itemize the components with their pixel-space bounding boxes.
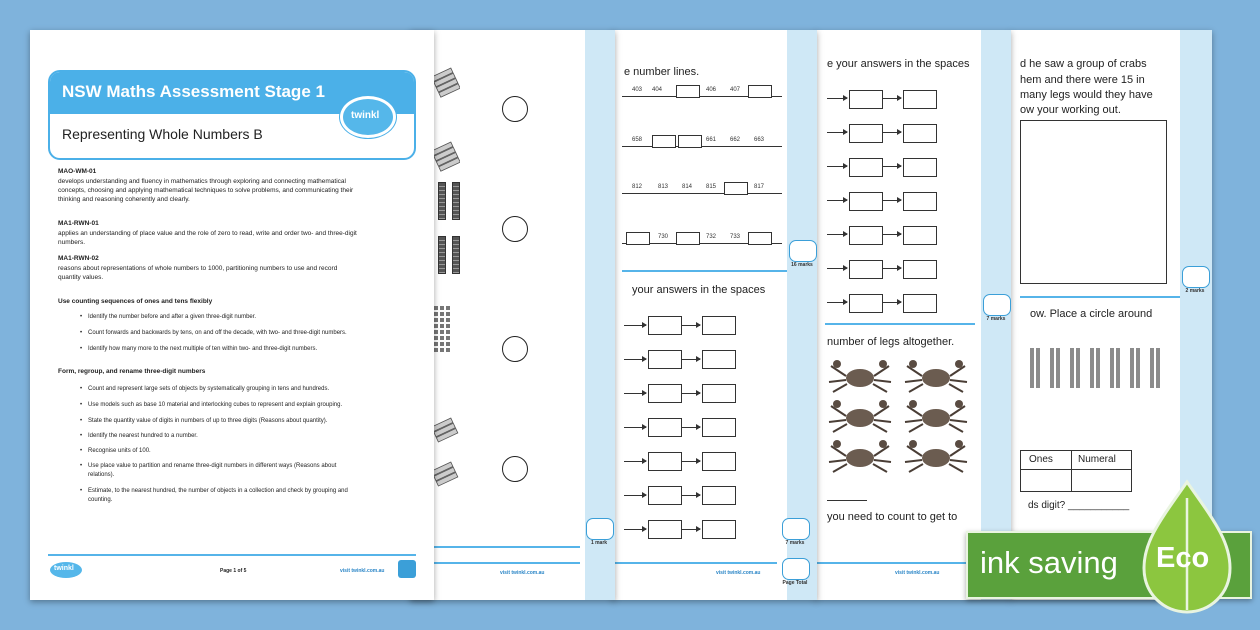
section-heading: Use counting sequences of ones and tens flexibly: [58, 298, 213, 305]
number-line-answer-box[interactable]: [678, 135, 702, 148]
question-text-line: many legs would they have: [1020, 89, 1153, 101]
number-line-value: 817: [754, 184, 765, 190]
sequence-arrow: [827, 166, 847, 167]
marks-label: 2 marks: [1185, 288, 1205, 294]
answer-circle[interactable]: [502, 456, 528, 482]
outcome-code: MA1-RWN-01: [58, 220, 99, 227]
footer-divider: [410, 562, 580, 564]
base-ten-rod: [438, 236, 446, 274]
bullet-item: • Count forwards and backwards by tens, on and off the decade, with two- and three-digit numbers.: [88, 330, 347, 336]
number-line-answer-box[interactable]: [676, 232, 700, 245]
answer-box[interactable]: [702, 520, 736, 539]
number-line-value: 661: [706, 137, 717, 143]
sequence-arrow: [682, 427, 700, 428]
sequence-arrow: [682, 461, 700, 462]
answer-box[interactable]: [849, 294, 883, 313]
number-line-answer-box[interactable]: [748, 232, 772, 245]
footer-divider: [612, 562, 777, 564]
number-line-answer-box[interactable]: [676, 85, 700, 98]
footer-divider: [815, 562, 981, 564]
worksheet-page-3: [612, 30, 817, 600]
marks-box[interactable]: [983, 294, 1011, 316]
answer-box[interactable]: [849, 90, 883, 109]
eco-label: Eco: [1156, 542, 1210, 574]
answer-box[interactable]: [648, 350, 682, 369]
sequence-arrow: [682, 325, 700, 326]
sequence-arrow: [682, 359, 700, 360]
page-number: Page 1 of 5: [220, 568, 247, 574]
bullet-item: • Identify the nearest hundred to a number.: [88, 433, 198, 439]
number-line-answer-box[interactable]: [724, 182, 748, 195]
sequence-arrow: [827, 268, 847, 269]
number-line-value: 662: [730, 137, 741, 143]
marks-sidebar: [787, 30, 817, 600]
place-value-table: [1020, 450, 1132, 492]
marks-box[interactable]: [586, 518, 614, 540]
answer-box[interactable]: [849, 260, 883, 279]
sequence-arrow: [624, 461, 646, 462]
footer-url[interactable]: visit twinkl.com.au: [895, 570, 940, 576]
answer-box[interactable]: [903, 260, 937, 279]
bullet-item-continued: relations).: [88, 472, 115, 478]
answer-box[interactable]: [849, 124, 883, 143]
section-divider: [622, 270, 787, 272]
marks-label: 7 marks: [785, 540, 805, 546]
sequence-arrow: [883, 200, 901, 201]
sequence-arrow: [624, 359, 646, 360]
bullet-item-continued: counting.: [88, 497, 113, 503]
number-line-value: 406: [706, 87, 717, 93]
answer-circle[interactable]: [502, 216, 528, 242]
number-line-value: 732: [706, 234, 717, 240]
worksheet-page-2: [410, 30, 615, 600]
question-text: your answers in the spaces: [632, 284, 766, 296]
number-line-answer-box[interactable]: [652, 135, 676, 148]
page-total-box[interactable]: [782, 558, 810, 580]
sequence-arrow: [883, 268, 901, 269]
sequence-arrow: [827, 98, 847, 99]
bullet-item: • Estimate, to the nearest hundred, the number of objects in a collection and check by grouping and: [88, 488, 348, 494]
sequence-arrow: [624, 393, 646, 394]
bullet-item: • Count and represent large sets of objects by systematically grouping in tens and hundreds.: [88, 386, 329, 392]
base-ten-rod: [452, 182, 460, 220]
footer-divider: [410, 546, 580, 548]
answer-box[interactable]: [702, 316, 736, 335]
sequence-arrow: [624, 495, 646, 496]
worksheet-page-4: [815, 30, 1011, 600]
answer-box[interactable]: [849, 192, 883, 211]
page-subtitle: Representing Whole Numbers B: [62, 126, 263, 142]
answer-box[interactable]: [702, 418, 736, 437]
outcome-text: reasons about representations of whole numbers to 1000, partitioning numbers to use and record: [58, 265, 338, 272]
sequence-arrow: [827, 234, 847, 235]
question-text-line: d he saw a group of crabs: [1020, 58, 1147, 70]
sequence-arrow: [883, 234, 901, 235]
base-ten-bundle: [432, 140, 460, 174]
unit-cubes: [434, 306, 452, 354]
question-text-line: hem and there were 15 in: [1020, 74, 1145, 86]
bullet-item: • Use models such as base 10 material and interlocking cubes to represent and explain grouping.: [88, 402, 342, 408]
question-text-line: ow your working out.: [1020, 104, 1121, 116]
footer-twinkl-logo: twinkl: [50, 562, 82, 578]
answer-box[interactable]: [849, 158, 883, 177]
number-line: [622, 193, 782, 194]
sequence-arrow: [883, 132, 901, 133]
sequence-arrow: [624, 325, 646, 326]
bullet-item: • Recognise units of 100.: [88, 448, 151, 454]
answer-circle[interactable]: [502, 96, 528, 122]
crab-image: [827, 400, 893, 434]
marks-box[interactable]: [1182, 266, 1210, 288]
sequence-arrow: [883, 166, 901, 167]
outcome-code: MAO-WM-01: [58, 168, 97, 175]
base-ten-rod: [452, 236, 460, 274]
question-text: e number lines.: [624, 66, 700, 78]
answer-box[interactable]: [903, 226, 937, 245]
twinkl-badge-icon: [398, 560, 416, 578]
answer-box[interactable]: [648, 452, 682, 471]
sequence-arrow: [682, 495, 700, 496]
answer-box[interactable]: [903, 192, 937, 211]
answer-box[interactable]: [702, 452, 736, 471]
bullet-item: • Use place value to partition and rename three-digit numbers in different ways (Reasons about: [88, 463, 336, 469]
number-line-value: 658: [632, 137, 643, 143]
outcome-code: MA1-RWN-02: [58, 255, 99, 262]
answer-box[interactable]: [903, 90, 937, 109]
twinkl-logo: twinkl: [340, 96, 396, 138]
crab-image: [903, 400, 969, 434]
number-line-answer-box[interactable]: [748, 85, 772, 98]
outcome-text: thinking and reasoning coherently and clearly.: [58, 196, 190, 203]
base-ten-bundle: [432, 416, 460, 450]
sequence-arrow: [682, 529, 700, 530]
footer-url[interactable]: visit twinkl.com.au: [340, 568, 385, 574]
table-header-ones: Ones: [1029, 454, 1053, 465]
number-line-value: 407: [730, 87, 741, 93]
base-ten-rod: [438, 182, 446, 220]
answer-box[interactable]: [903, 294, 937, 313]
base-ten-bundle: [432, 66, 460, 100]
section-heading: Form, regroup, and rename three-digit numbers: [58, 368, 206, 375]
sequence-arrow: [682, 393, 700, 394]
number-line-value: 404: [652, 87, 663, 93]
sequence-arrow: [883, 302, 901, 303]
page-total-label: Page Total: [782, 580, 808, 586]
answer-box[interactable]: [648, 418, 682, 437]
crab-image: [827, 440, 893, 474]
ink-saving-label: ink saving: [980, 545, 1118, 580]
question-text: ds digit? ___________: [1028, 500, 1130, 511]
footer-url[interactable]: visit twinkl.com.au: [716, 570, 761, 576]
answer-box[interactable]: [648, 520, 682, 539]
answer-box[interactable]: [849, 226, 883, 245]
number-line-value: 663: [754, 137, 765, 143]
bullet-item: • State the quantity value of digits in numbers of up to three digits (Reasons about quantity).: [88, 418, 327, 424]
section-divider: [825, 323, 975, 325]
crab-image: [827, 360, 893, 394]
sequence-arrow: [624, 427, 646, 428]
outcome-text: develops understanding and fluency in mathematics through exploring and connecting mathematical: [58, 178, 346, 185]
outcome-text: applies an understanding of place value and the role of zero to read, write and order two- and three-digit: [58, 230, 357, 237]
sequence-arrow: [827, 200, 847, 201]
table-header-numeral: Numeral: [1078, 454, 1116, 465]
title-banner: [48, 70, 416, 160]
answer-box[interactable]: [702, 384, 736, 403]
number-line-answer-box[interactable]: [626, 232, 650, 245]
marks-label: 16 marks: [791, 262, 813, 268]
bullet-item: • Identify how many more to the next multiple of ten within two- and three-digit numbers.: [88, 346, 317, 352]
worksheet-cover-page: [30, 30, 434, 600]
sequence-arrow: [827, 302, 847, 303]
answer-line[interactable]: [827, 500, 867, 501]
answer-box[interactable]: [648, 384, 682, 403]
outcome-text: quantity values.: [58, 274, 104, 281]
crab-image: [903, 360, 969, 394]
answer-box[interactable]: [903, 158, 937, 177]
marks-label: 1 mark: [590, 540, 608, 546]
marks-label: 7 marks: [986, 316, 1006, 322]
number-line-value: 812: [632, 184, 643, 190]
answer-box[interactable]: [648, 316, 682, 335]
section-divider: [1020, 296, 1180, 298]
question-text: ow. Place a circle around: [1030, 308, 1153, 320]
number-line: [622, 146, 782, 147]
answer-box[interactable]: [648, 486, 682, 505]
number-line-value: 733: [730, 234, 741, 240]
question-text: number of legs altogether.: [827, 336, 955, 348]
footer-url[interactable]: visit twinkl.com.au: [500, 570, 545, 576]
footer-divider: [48, 554, 416, 556]
sequence-arrow: [624, 529, 646, 530]
number-line-value: 813: [658, 184, 669, 190]
number-line-value: 814: [682, 184, 693, 190]
number-line-value: 730: [658, 234, 669, 240]
question-text: you need to count to get to: [827, 511, 958, 523]
answer-circle[interactable]: [502, 336, 528, 362]
working-out-box[interactable]: [1020, 120, 1167, 284]
number-line-value: 403: [632, 87, 643, 93]
crab-image: [903, 440, 969, 474]
marks-sidebar: [585, 30, 615, 600]
cube-groups: [1030, 348, 1170, 388]
answer-box[interactable]: [702, 486, 736, 505]
outcome-text: numbers.: [58, 239, 86, 246]
sequence-arrow: [827, 132, 847, 133]
base-ten-bundle: [432, 460, 460, 494]
outcome-text: concepts, choosing and applying mathematical techniques to solve problems, and communicating their: [58, 187, 354, 194]
sequence-arrow: [883, 98, 901, 99]
answer-box[interactable]: [702, 350, 736, 369]
answer-box[interactable]: [903, 124, 937, 143]
marks-box[interactable]: [789, 240, 817, 262]
bullet-item: • Identify the number before and after a given three-digit number.: [88, 314, 256, 320]
page-title: NSW Maths Assessment Stage 1: [62, 82, 325, 101]
number-line-value: 815: [706, 184, 717, 190]
marks-box[interactable]: [782, 518, 810, 540]
question-text: e your answers in the spaces: [827, 58, 970, 70]
